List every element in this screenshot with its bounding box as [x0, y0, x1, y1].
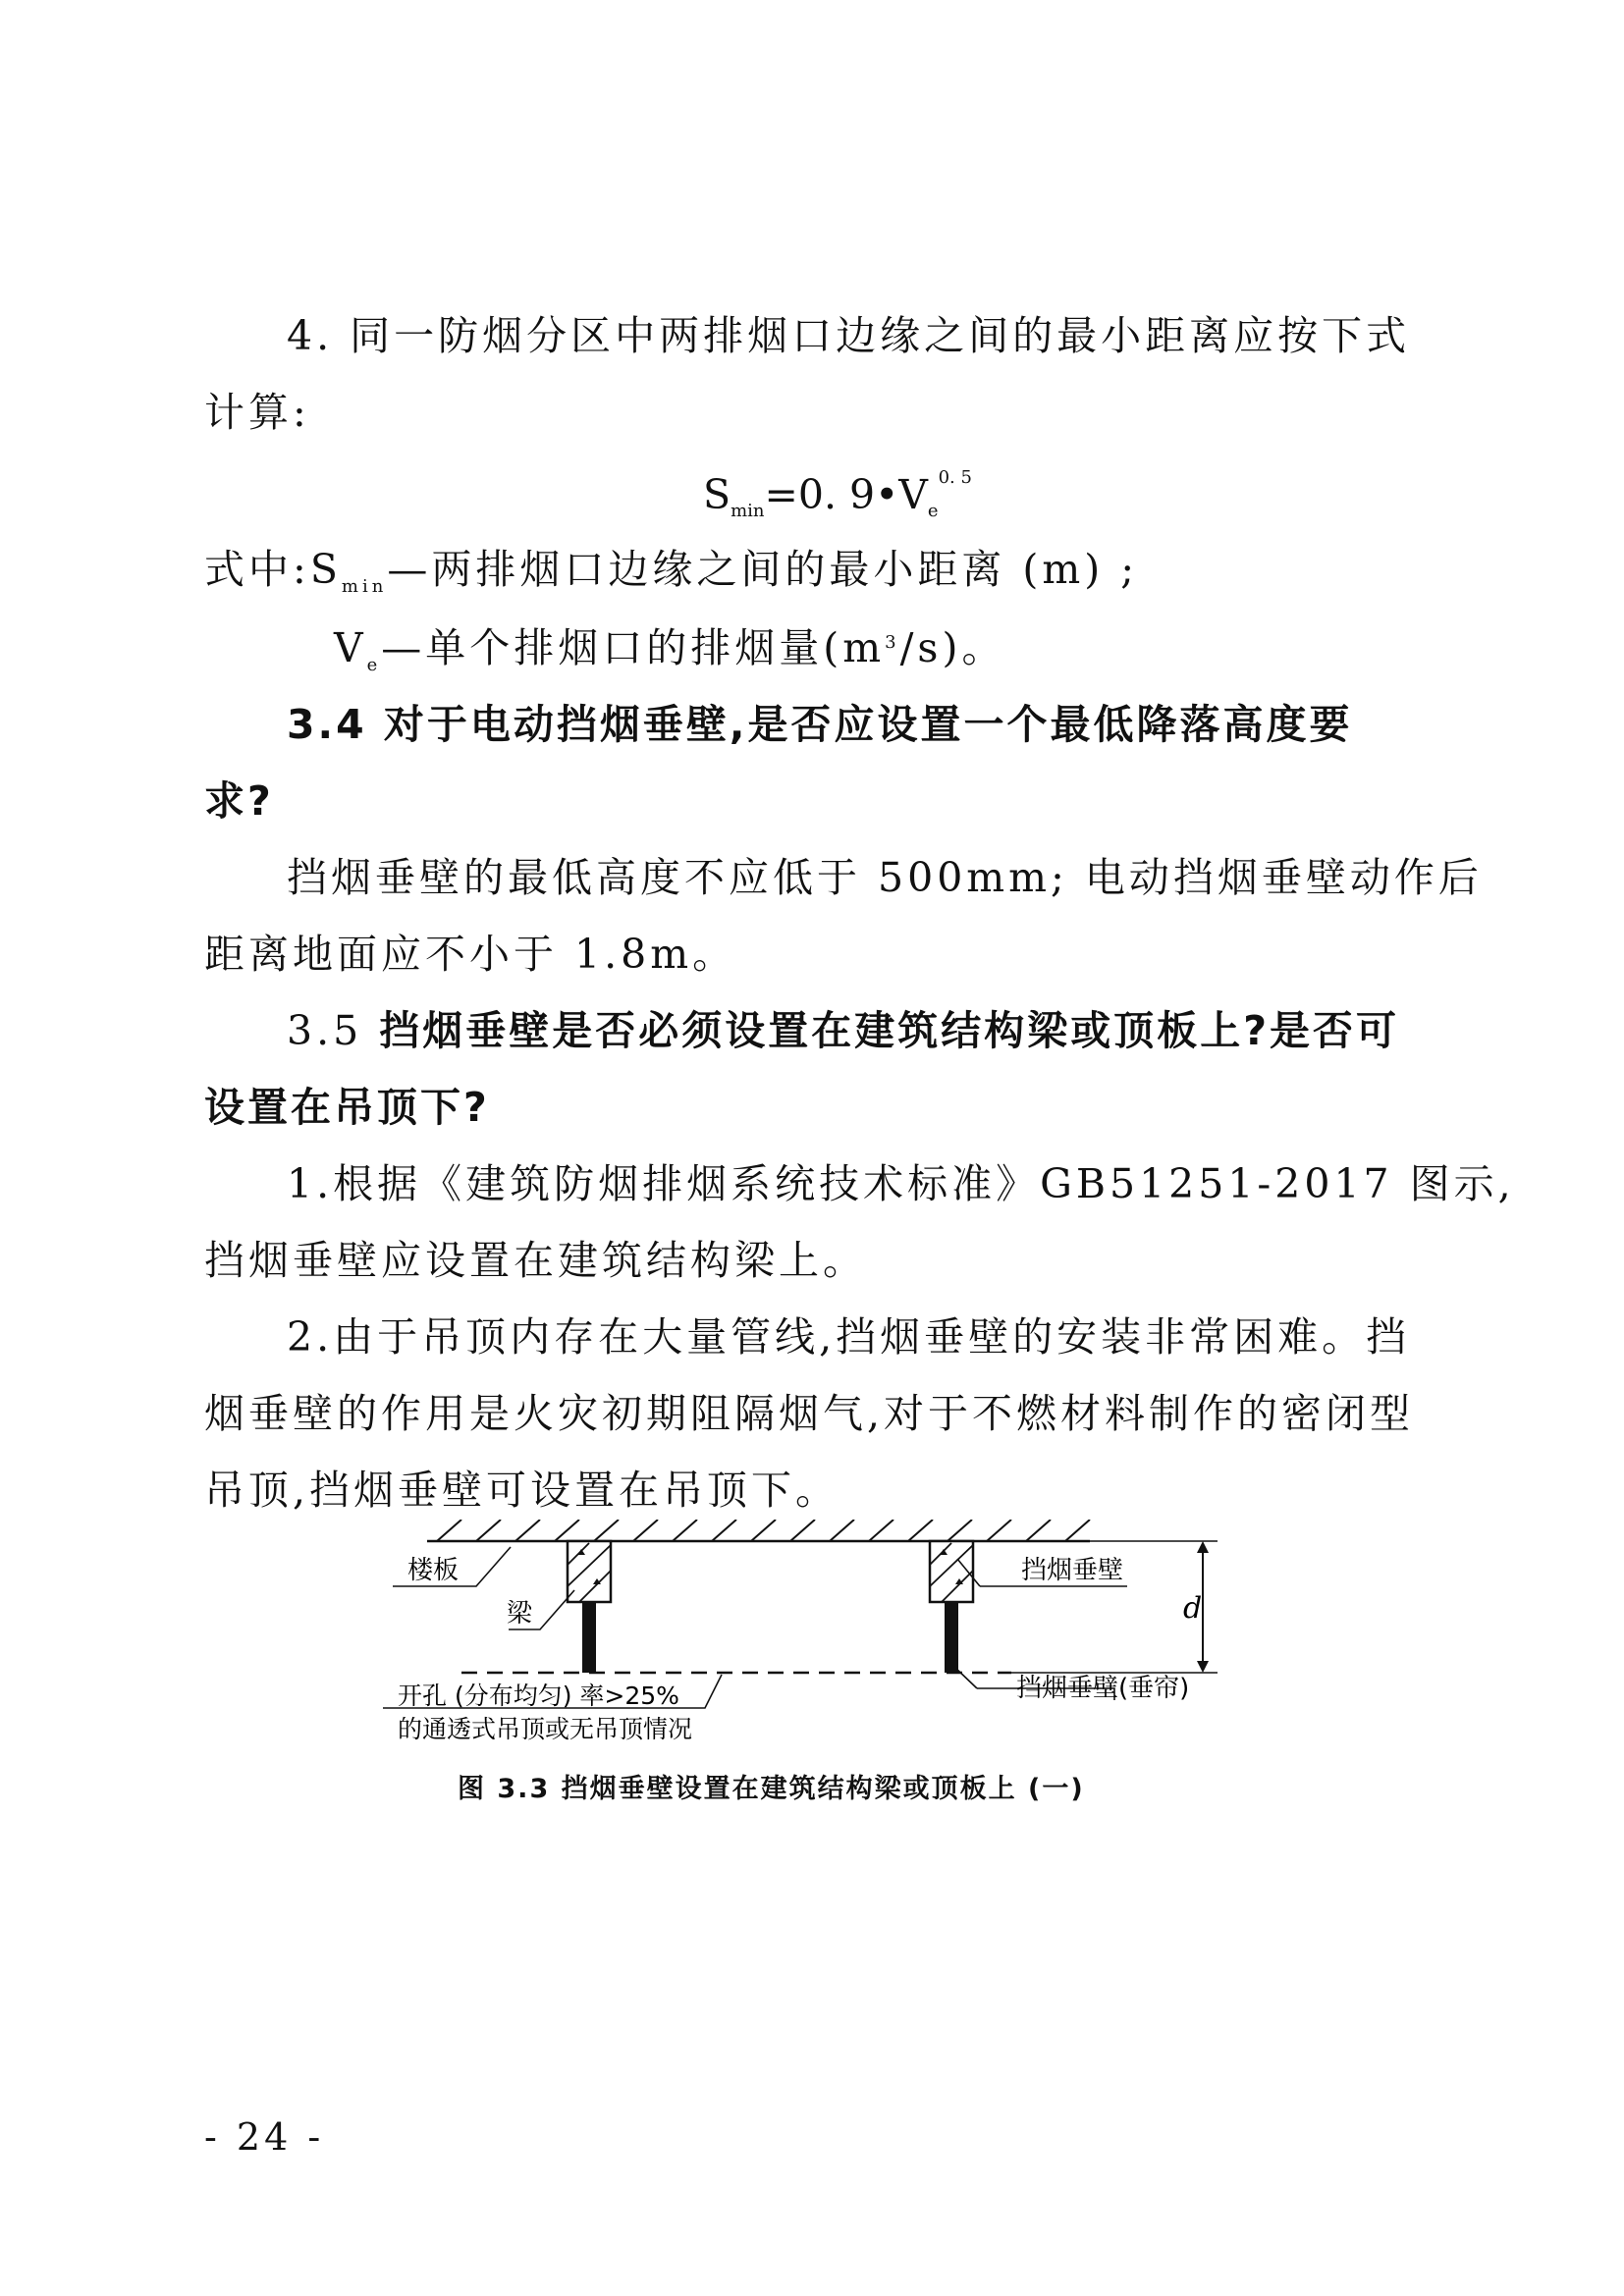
question-heading	[287, 1007, 1400, 1054]
formula-lhs-sub: min	[731, 501, 765, 521]
smoke-barrier-diagram	[383, 1520, 1247, 1765]
paragraph-line: 吊顶,挡烟垂壁可设置在吊顶下。	[204, 1467, 840, 1514]
definition-line	[334, 624, 1006, 675]
floor-hatching	[437, 1520, 1090, 1541]
question-heading: 求?	[204, 777, 274, 825]
question-number: 3.5	[287, 1007, 363, 1054]
paragraph-line: 2.由于吊顶内存在大量管线,挡烟垂壁的安装非常困难。挡	[287, 1313, 1411, 1361]
def-text: /s)。	[899, 624, 1006, 671]
label-ceiling-type: 的通透式吊顶或无吊顶情况	[398, 1715, 693, 1743]
def-sup: 3	[885, 632, 900, 653]
paragraph-line: 计算:	[204, 389, 310, 436]
paragraph-line: 距离地面应不小于 1.8m。	[204, 931, 737, 978]
paragraph-line: 4. 同一防烟分区中两排烟口边缘之间的最小距离应按下式	[287, 312, 1411, 359]
def-sub: min	[341, 576, 388, 597]
paragraph-line: 挡烟垂壁的最低高度不应低于 500mm; 电动挡烟垂壁动作后	[287, 854, 1483, 901]
paragraph-line: 烟垂壁的作用是火灾初期阻隔烟气,对于不燃材料制作的密闭型	[204, 1390, 1415, 1437]
formula-lhs: S	[703, 471, 731, 518]
beam-right	[930, 1541, 973, 1602]
page-number: - 24 -	[204, 2115, 325, 2159]
formula-rhs-sub: e	[927, 501, 939, 521]
question-heading: 设置在吊顶下?	[204, 1084, 490, 1131]
label-smoke-barrier: 挡烟垂壁	[1021, 1556, 1124, 1585]
def-prefix: V	[334, 624, 367, 671]
formula	[703, 469, 972, 520]
paragraph-line: 1.根据《建筑防烟排烟系统技术标准》GB51251-2017 图示,	[287, 1160, 1515, 1207]
def-prefix: 式中:S	[204, 546, 342, 593]
def-text: —单个排烟口的排烟量(m	[381, 624, 886, 671]
figure-caption: 图 3.3 挡烟垂壁设置在建筑结构梁或顶板上 (一)	[458, 1774, 1085, 1804]
def-sub: e	[366, 655, 382, 675]
label-floor: 楼板	[407, 1556, 460, 1585]
paragraph-line: 挡烟垂壁应设置在建筑结构梁上。	[204, 1237, 867, 1284]
label-smoke-curtain: 挡烟垂壁(垂帘)	[1016, 1674, 1190, 1703]
dimension-d-label: d	[1183, 1591, 1203, 1626]
smoke-barrier-right	[945, 1602, 958, 1673]
label-opening-rate: 开孔 (分布均匀) 率>25%	[398, 1682, 679, 1710]
formula-rhs: =0. 9•V	[764, 471, 928, 518]
def-text: —两排烟口边缘之间的最小距离 (m) ;	[387, 546, 1139, 593]
question-text: 挡烟垂壁是否必须设置在建筑结构梁或顶板上?是否可	[379, 1007, 1400, 1054]
label-beam: 梁	[507, 1599, 533, 1629]
question-heading: 3.4 对于电动挡烟垂壁,是否应设置一个最低降落高度要	[287, 701, 1353, 748]
formula-rhs-sup: 0. 5	[938, 467, 972, 488]
definition-line	[204, 546, 1139, 597]
smoke-barrier-left	[582, 1602, 596, 1673]
beam-left	[568, 1541, 611, 1602]
